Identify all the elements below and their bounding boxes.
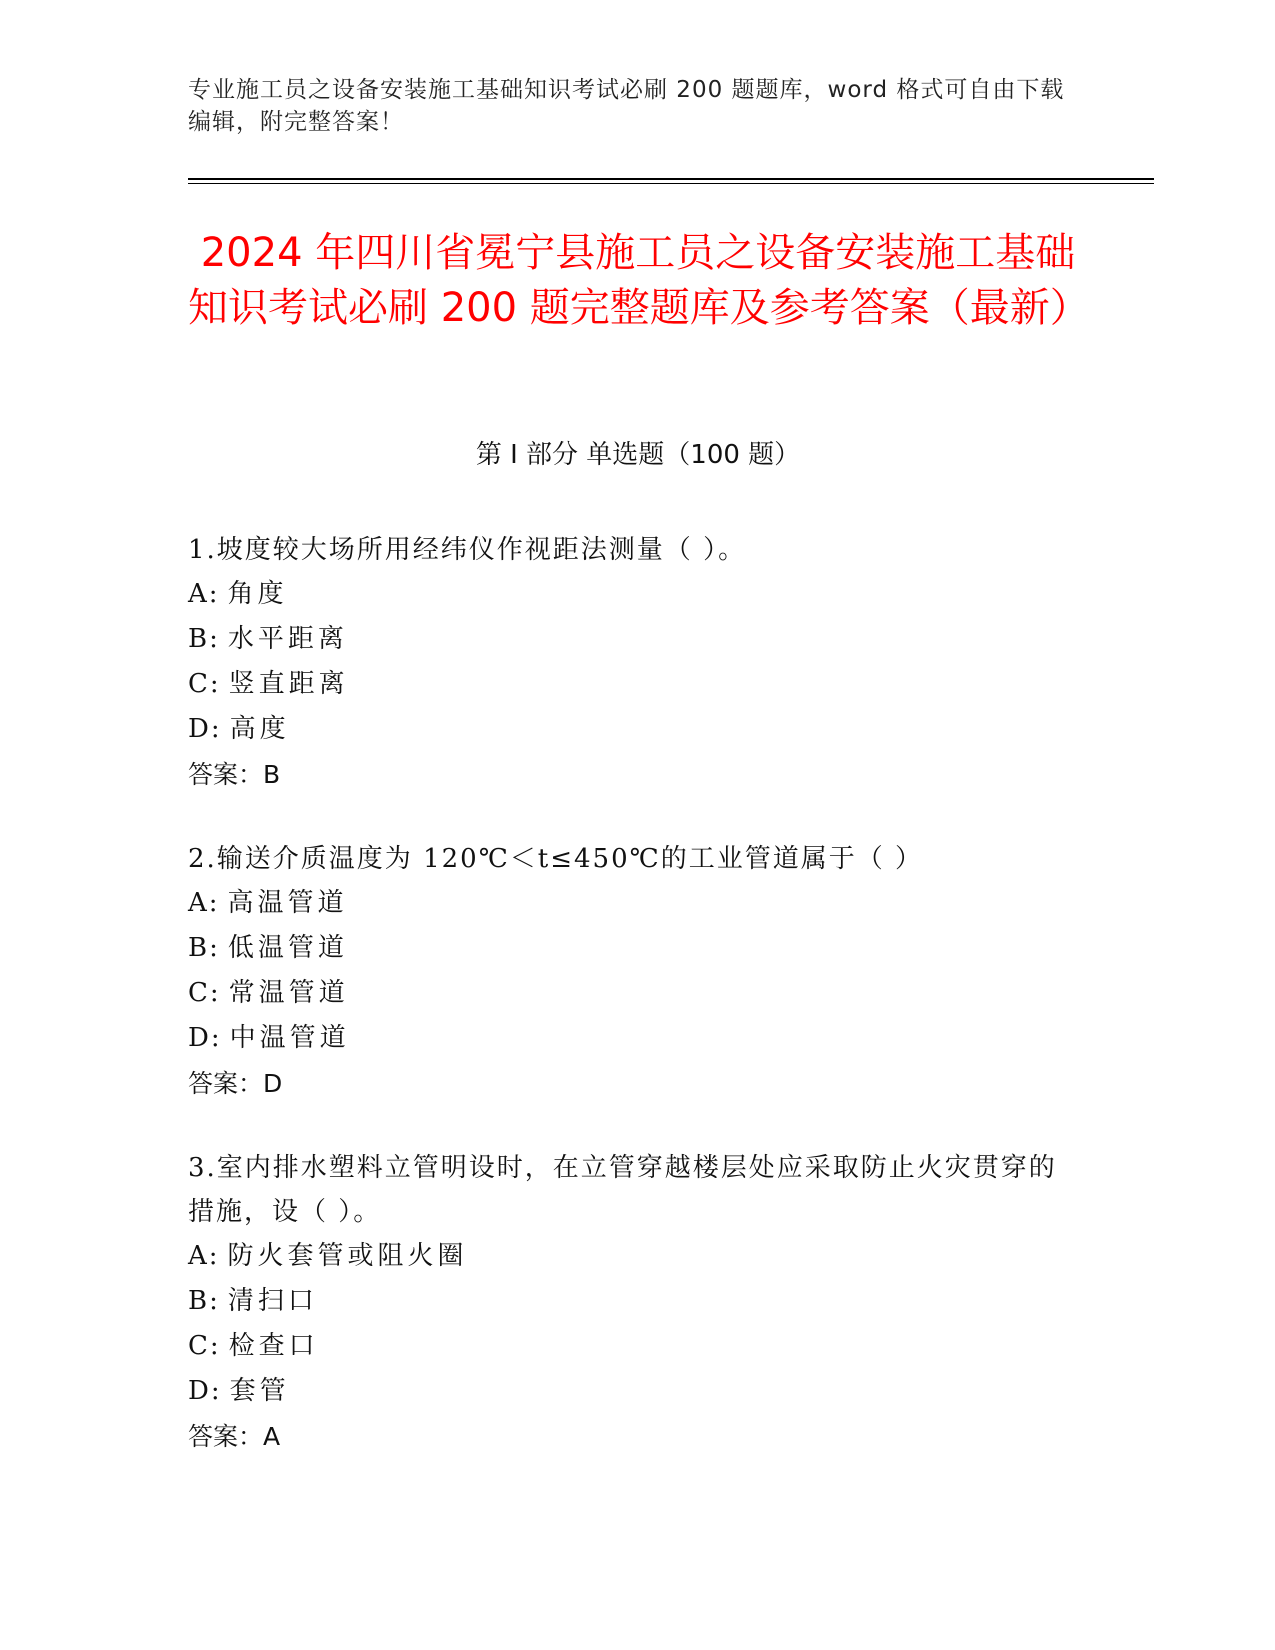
option-c — [188, 971, 1068, 1016]
option-c — [188, 1324, 1068, 1369]
option-text: 角度 — [227, 579, 288, 609]
option-text: 常温管道 — [228, 978, 349, 1008]
question-stem: 2.输送介质温度为 120℃＜t≤450℃的工业管道属于（ ） — [188, 844, 923, 874]
option-text: 防火套管或阻火圈 — [227, 1241, 468, 1271]
question-list — [188, 528, 1068, 1499]
option-key: D: — [188, 1023, 222, 1053]
option-a — [188, 572, 1068, 617]
question-stem: 1.坡度较大场所用经纬仪作视距法测量（ ）。 — [188, 535, 747, 565]
option-text: 清扫口 — [227, 1286, 318, 1316]
option-a — [188, 1234, 1068, 1279]
answer-line: 答案：A — [188, 1422, 281, 1451]
section-title: 第 I 部分 单选题（100 题） — [475, 440, 801, 470]
option-d — [188, 1369, 1068, 1414]
option-b — [188, 926, 1068, 971]
header-divider-thick — [188, 178, 1154, 180]
option-d — [188, 707, 1068, 752]
option-key: B: — [188, 624, 220, 654]
option-key: C: — [188, 978, 221, 1008]
option-text: 套管 — [229, 1376, 290, 1406]
option-key: D: — [188, 1376, 222, 1406]
option-key: C: — [188, 669, 221, 699]
option-text: 检查口 — [228, 1331, 319, 1361]
header-note: 专业施工员之设备安装施工基础知识考试必刷 200 题题库，word 格式可自由下载编辑，附完整答案！ — [188, 77, 1065, 135]
option-text: 低温管道 — [227, 933, 348, 963]
option-key: B: — [188, 933, 220, 963]
option-b — [188, 1279, 1068, 1324]
option-text: 高温管道 — [227, 888, 348, 918]
answer-line: 答案：B — [188, 760, 281, 789]
answer-line: 答案：D — [188, 1069, 283, 1098]
question-1 — [188, 528, 1068, 797]
question-2 — [188, 837, 1068, 1106]
option-key: A: — [188, 888, 220, 918]
option-key: D: — [188, 714, 222, 744]
option-a — [188, 881, 1068, 926]
option-text: 中温管道 — [229, 1023, 350, 1053]
option-text: 水平距离 — [227, 624, 348, 654]
option-text: 竖直距离 — [228, 669, 349, 699]
question-stem: 3.室内排水塑料立管明设时，在立管穿越楼层处应采取防止火灾贯穿的措施，设（ ）。 — [188, 1153, 1057, 1227]
option-key: A: — [188, 579, 220, 609]
option-c — [188, 662, 1068, 707]
option-key: A: — [188, 1241, 220, 1271]
header-divider-thin — [188, 183, 1154, 184]
question-3 — [188, 1146, 1068, 1459]
option-text: 高度 — [229, 714, 290, 744]
option-b — [188, 617, 1068, 662]
option-key: B: — [188, 1286, 220, 1316]
option-d — [188, 1016, 1068, 1061]
option-key: C: — [188, 1331, 221, 1361]
document-title: 2024 年四川省冕宁县施工员之设备安装施工基础知识考试必刷 200 题完整题库及参考答案（最新） — [188, 230, 1090, 331]
